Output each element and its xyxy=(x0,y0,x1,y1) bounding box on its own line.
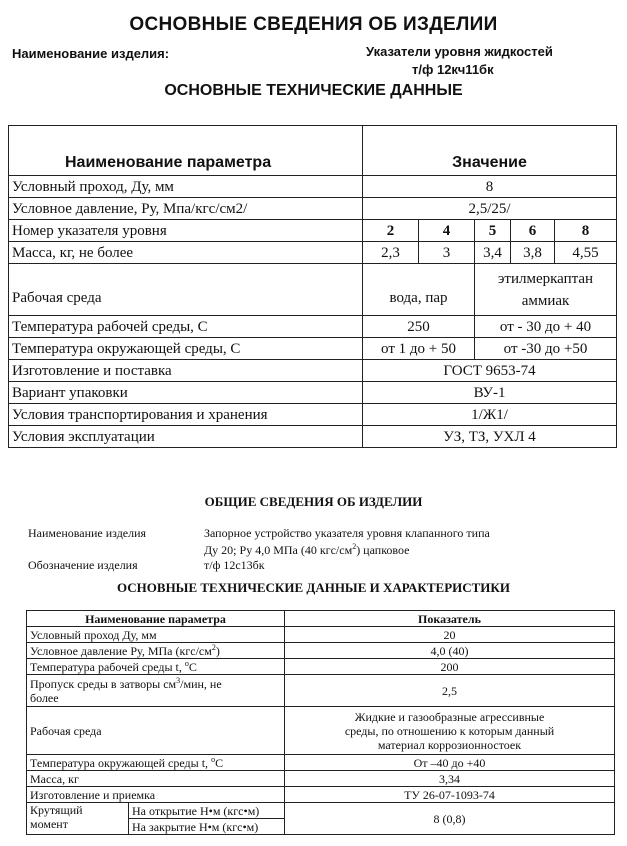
table-row xyxy=(27,771,615,787)
table-row xyxy=(27,707,615,755)
mass-value: 3,4 xyxy=(475,242,511,264)
medium-line-1: Жидкие и газообразные агрессивные xyxy=(354,709,545,724)
param-value: От –40 до +40 xyxy=(285,755,615,771)
general-name-value-1: Запорное устройство указателя уровня клапанного типа xyxy=(204,526,490,540)
header-param: Наименование параметра xyxy=(27,611,285,627)
param-value: 3,34 xyxy=(285,771,615,787)
general-name-value-2 xyxy=(204,543,409,558)
param-label: Условное давление, Ру, Мпа/кгс/см2/ xyxy=(9,198,363,220)
label-sup: o xyxy=(211,754,216,764)
indicator-number: 6 xyxy=(511,220,555,242)
torque-open-label: На открытие Н•м (кгс•м) xyxy=(129,803,285,819)
table-row xyxy=(9,242,617,264)
param-value: от -30 до +50 xyxy=(475,338,617,360)
param-value: от - 30 до + 40 xyxy=(475,316,617,338)
table-row xyxy=(27,659,615,675)
table-header-row xyxy=(27,611,615,627)
mass-value: 3 xyxy=(419,242,475,264)
label-post: C xyxy=(188,659,197,674)
table-row xyxy=(9,382,617,404)
param-label: Номер указателя уровня xyxy=(9,220,363,242)
name-text-post: ) цапковое xyxy=(356,543,410,557)
param-label: Масса, кг, не более xyxy=(9,242,363,264)
indicator-number: 5 xyxy=(475,220,511,242)
table-row xyxy=(27,787,615,803)
param-label: Вариант упаковки xyxy=(9,382,363,404)
param-value: вода, пар xyxy=(363,264,475,316)
table-row xyxy=(9,338,617,360)
param-label xyxy=(27,643,285,659)
torque-label-line-1: Крутящий xyxy=(30,803,83,817)
table-row xyxy=(27,675,615,707)
table-row xyxy=(9,426,617,448)
table-row xyxy=(9,316,617,338)
label-post: /мин, не xyxy=(180,676,222,691)
indicator-number: 4 xyxy=(419,220,475,242)
param-value: ТУ 26-07-1093-74 xyxy=(285,787,615,803)
param-value: ВУ-1 xyxy=(363,382,617,404)
table-row xyxy=(9,264,617,316)
header-value: Показатель xyxy=(285,611,615,627)
param-label xyxy=(27,659,285,675)
characteristics-table xyxy=(26,610,615,835)
table-row xyxy=(27,755,615,771)
param-label: Рабочая среда xyxy=(27,707,285,755)
label-pre: Условное давление Ру, МПа (кгс/см xyxy=(30,643,212,658)
product-name-label: Наименование изделия: xyxy=(12,46,170,61)
label-sup: 2 xyxy=(211,642,216,652)
mass-value: 3,8 xyxy=(511,242,555,264)
param-label: Условный проход Ду, мм xyxy=(27,627,285,643)
page-title: ОСНОВНЫЕ СВЕДЕНИЯ ОБ ИЗДЕЛИИ xyxy=(129,14,498,35)
mass-value: 4,55 xyxy=(555,242,617,264)
product-code: т/ф 12кч11бк xyxy=(412,62,494,77)
table-row xyxy=(27,627,615,643)
label-sup: o xyxy=(184,658,189,668)
general-info-title: ОБЩИЕ СВЕДЕНИЯ ОБ ИЗДЕЛИИ xyxy=(204,494,423,509)
tech-characteristics-title: ОСНОВНЫЕ ТЕХНИЧЕСКИЕ ДАННЫЕ И ХАРАКТЕРИСТИКИ xyxy=(117,580,510,595)
medium-line-2: среды, по отношению к которым данный xyxy=(344,723,555,738)
param-value: 8 xyxy=(363,176,617,198)
param-label: Условия эксплуатации xyxy=(9,426,363,448)
medium-b-line-1: этилмеркаптан xyxy=(497,271,594,287)
param-label: Рабочая среда xyxy=(9,264,363,316)
torque-value: 8 (0,8) xyxy=(285,803,615,835)
general-name-label: Наименование изделия xyxy=(28,526,147,540)
mass-value: 2,3 xyxy=(363,242,419,264)
label-post: C xyxy=(215,755,224,770)
label-pre: Пропуск среды в затворы см xyxy=(30,676,177,691)
indicator-number: 8 xyxy=(555,220,617,242)
tech-data-table xyxy=(8,125,617,448)
header-value: Значение xyxy=(363,126,617,176)
torque-close-label: На закрытие Н•м (кгс•м) xyxy=(129,819,285,835)
header-param: Наименование параметра xyxy=(9,126,363,176)
param-label xyxy=(27,755,285,771)
general-designation-label: Обозначение изделия xyxy=(28,558,138,572)
param-label: Условный проход, Ду, мм xyxy=(9,176,363,198)
param-value: 1/Ж1/ xyxy=(363,404,617,426)
param-value xyxy=(285,707,615,755)
indicator-number: 2 xyxy=(363,220,419,242)
param-label: Условия транспортирования и хранения xyxy=(9,404,363,426)
table-row xyxy=(9,360,617,382)
param-value: 200 xyxy=(285,659,615,675)
table-row xyxy=(9,198,617,220)
param-label: Температура окружающей среды, С xyxy=(9,338,363,360)
label-pre: Температура окружающей среды t, xyxy=(30,755,212,770)
table-row xyxy=(27,643,615,659)
label-pre: Температура рабочей среды t, xyxy=(30,659,185,674)
general-designation-value: т/ф 12с13бк xyxy=(204,558,265,572)
tech-data-title: ОСНОВНЫЕ ТЕХНИЧЕСКИЕ ДАННЫЕ xyxy=(164,82,463,99)
param-value: ГОСТ 9653-74 xyxy=(363,360,617,382)
name-text-sup: 2 xyxy=(352,542,357,551)
medium-line-3: материал коррозионностоек xyxy=(377,737,522,752)
torque-label-line-2: момент xyxy=(30,817,68,831)
label-post: ) xyxy=(215,643,220,658)
name-text-pre: Ду 20; Ру 4,0 МПа (40 кгс/см xyxy=(204,543,353,557)
table-row xyxy=(9,404,617,426)
param-label: Изготовление и приемка xyxy=(27,787,285,803)
param-value: УЗ, ТЗ, УХЛ 4 xyxy=(363,426,617,448)
param-label: Температура рабочей среды, С xyxy=(9,316,363,338)
param-value: 250 xyxy=(363,316,475,338)
medium-b-line-2: аммиак xyxy=(521,293,570,309)
table-row xyxy=(27,803,615,819)
product-name-value: Указатели уровня жидкостей xyxy=(366,44,553,59)
param-value xyxy=(475,264,617,316)
param-value: от 1 до + 50 xyxy=(363,338,475,360)
label-sup: 3 xyxy=(176,675,181,685)
torque-label xyxy=(27,803,129,835)
param-label xyxy=(27,675,285,707)
table-header-row xyxy=(9,126,617,176)
param-label: Изготовление и поставка xyxy=(9,360,363,382)
param-label: Масса, кг xyxy=(27,771,285,787)
param-value: 20 xyxy=(285,627,615,643)
table-row xyxy=(9,220,617,242)
table-row xyxy=(9,176,617,198)
label-line-2: более xyxy=(30,690,59,705)
param-value: 2,5/25/ xyxy=(363,198,617,220)
param-value: 4,0 (40) xyxy=(285,643,615,659)
param-value: 2,5 xyxy=(285,675,615,707)
